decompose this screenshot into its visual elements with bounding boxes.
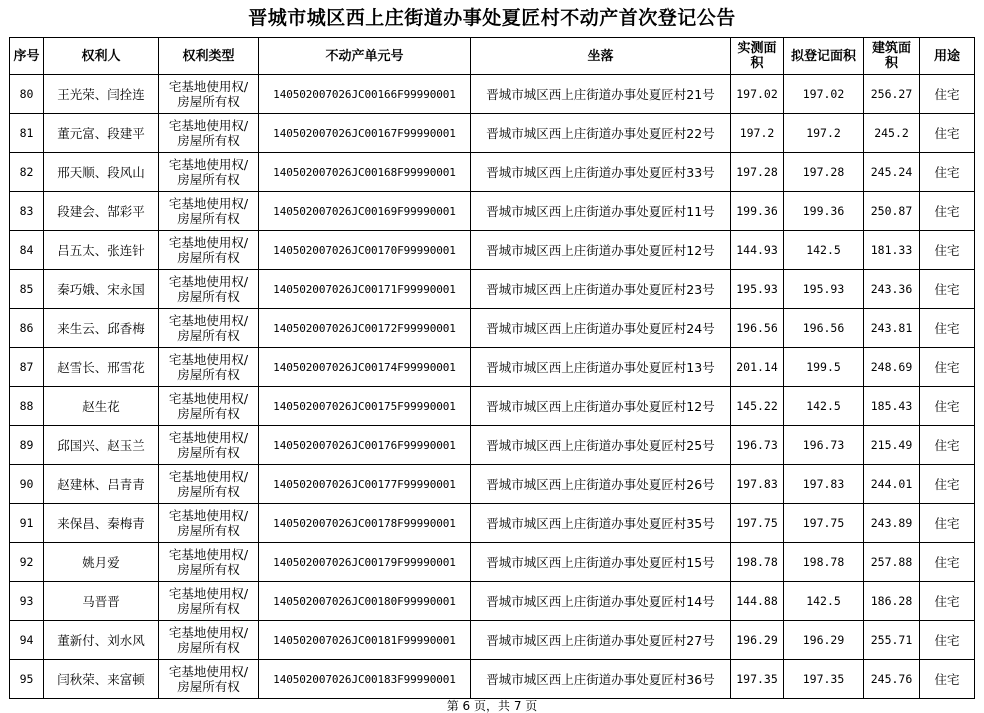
- header-seq: 序号: [10, 38, 44, 75]
- row-seq-cell: 82: [10, 153, 44, 192]
- row-usage-cell: 住宅: [920, 621, 975, 660]
- right-type-line2: 房屋所有权: [177, 289, 240, 304]
- row-location-cell: 晋城市城区西上庄街道办事处夏匠村26号: [471, 465, 731, 504]
- row-proposed-area-cell: 197.28: [784, 153, 864, 192]
- table-row: [10, 270, 975, 309]
- row-location-cell: 晋城市城区西上庄街道办事处夏匠村22号: [471, 114, 731, 153]
- row-unit-no-cell: 140502007026JC00177F99990001: [259, 465, 471, 504]
- header-owner: 权利人: [44, 38, 159, 75]
- row-owner-cell: 董元富、段建平: [44, 114, 159, 153]
- row-owner-cell: 邢天顺、段风山: [44, 153, 159, 192]
- row-unit-no-cell: 140502007026JC00167F99990001: [259, 114, 471, 153]
- header-usage: 用途: [920, 38, 975, 75]
- row-measured-area-cell: 195.93: [731, 270, 784, 309]
- row-proposed-area-cell: 196.29: [784, 621, 864, 660]
- row-unit-no-cell: 140502007026JC00175F99990001: [259, 387, 471, 426]
- right-type-line2: 房屋所有权: [177, 94, 240, 109]
- right-type-line2: 房屋所有权: [177, 328, 240, 343]
- row-measured-area-cell: 201.14: [731, 348, 784, 387]
- row-measured-area-cell: 197.83: [731, 465, 784, 504]
- row-usage-cell: 住宅: [920, 231, 975, 270]
- row-seq-cell: 92: [10, 543, 44, 582]
- row-measured-area-cell: 196.56: [731, 309, 784, 348]
- right-type-line1: 宅基地使用权/: [168, 391, 249, 406]
- right-type-line1: 宅基地使用权/: [168, 547, 249, 562]
- row-seq-cell: 94: [10, 621, 44, 660]
- row-usage-cell: 住宅: [920, 465, 975, 504]
- right-type-line1: 宅基地使用权/: [168, 586, 249, 601]
- right-type-line2: 房屋所有权: [177, 211, 240, 226]
- right-type-line1: 宅基地使用权/: [168, 625, 249, 640]
- row-unit-no-cell: 140502007026JC00172F99990001: [259, 309, 471, 348]
- row-unit-no-cell: 140502007026JC00183F99990001: [259, 660, 471, 699]
- row-usage-cell: 住宅: [920, 543, 975, 582]
- row-usage-cell: 住宅: [920, 270, 975, 309]
- row-owner-cell: 董新付、刘水风: [44, 621, 159, 660]
- row-right-type-cell: [159, 621, 259, 660]
- row-owner-cell: 段建会、郜彩平: [44, 192, 159, 231]
- right-type-line1: 宅基地使用权/: [168, 313, 249, 328]
- row-seq-cell: 85: [10, 270, 44, 309]
- row-measured-area-cell: 196.29: [731, 621, 784, 660]
- row-location-cell: 晋城市城区西上庄街道办事处夏匠村27号: [471, 621, 731, 660]
- row-right-type-cell: [159, 660, 259, 699]
- row-measured-area-cell: 144.88: [731, 582, 784, 621]
- row-location-cell: 晋城市城区西上庄街道办事处夏匠村13号: [471, 348, 731, 387]
- row-proposed-area-cell: 197.83: [784, 465, 864, 504]
- table-row: [10, 231, 975, 270]
- page-footer: 第 6 页，共 7 页: [446, 699, 538, 713]
- header-measured-area: [731, 38, 784, 75]
- right-type-line2: 房屋所有权: [177, 172, 240, 187]
- row-building-area-cell: 243.36: [864, 270, 920, 309]
- row-seq-cell: 87: [10, 348, 44, 387]
- right-type-line2: 房屋所有权: [177, 523, 240, 538]
- header-measured-area-line1: 实测面: [737, 41, 777, 56]
- row-location-cell: 晋城市城区西上庄街道办事处夏匠村14号: [471, 582, 731, 621]
- row-seq-cell: 90: [10, 465, 44, 504]
- row-owner-cell: 闫秋荣、来富顿: [44, 660, 159, 699]
- right-type-line1: 宅基地使用权/: [168, 235, 249, 250]
- row-owner-cell: 来生云、邱香梅: [44, 309, 159, 348]
- right-type-line1: 宅基地使用权/: [168, 274, 249, 289]
- row-unit-no-cell: 140502007026JC00168F99990001: [259, 153, 471, 192]
- right-type-line1: 宅基地使用权/: [168, 157, 249, 172]
- row-unit-no-cell: 140502007026JC00181F99990001: [259, 621, 471, 660]
- row-location-cell: 晋城市城区西上庄街道办事处夏匠村35号: [471, 504, 731, 543]
- table-row: [10, 75, 975, 114]
- row-building-area-cell: 244.01: [864, 465, 920, 504]
- table-row: [10, 582, 975, 621]
- row-proposed-area-cell: 197.2: [784, 114, 864, 153]
- row-right-type-cell: [159, 348, 259, 387]
- row-owner-cell: 邱国兴、赵玉兰: [44, 426, 159, 465]
- row-building-area-cell: 215.49: [864, 426, 920, 465]
- row-right-type-cell: [159, 153, 259, 192]
- row-seq-cell: 86: [10, 309, 44, 348]
- row-unit-no-cell: 140502007026JC00179F99990001: [259, 543, 471, 582]
- row-location-cell: 晋城市城区西上庄街道办事处夏匠村12号: [471, 231, 731, 270]
- table-row: [10, 153, 975, 192]
- row-building-area-cell: 245.76: [864, 660, 920, 699]
- row-usage-cell: 住宅: [920, 309, 975, 348]
- row-unit-no-cell: 140502007026JC00180F99990001: [259, 582, 471, 621]
- table-header-row: [10, 38, 975, 75]
- row-seq-cell: 80: [10, 75, 44, 114]
- row-proposed-area-cell: 195.93: [784, 270, 864, 309]
- table-row: [10, 192, 975, 231]
- row-usage-cell: 住宅: [920, 660, 975, 699]
- row-building-area-cell: 181.33: [864, 231, 920, 270]
- right-type-line2: 房屋所有权: [177, 250, 240, 265]
- row-location-cell: 晋城市城区西上庄街道办事处夏匠村24号: [471, 309, 731, 348]
- row-unit-no-cell: 140502007026JC00170F99990001: [259, 231, 471, 270]
- row-owner-cell: 马晋晋: [44, 582, 159, 621]
- row-measured-area-cell: 198.78: [731, 543, 784, 582]
- row-seq-cell: 93: [10, 582, 44, 621]
- row-building-area-cell: 243.81: [864, 309, 920, 348]
- row-right-type-cell: [159, 192, 259, 231]
- row-proposed-area-cell: 197.35: [784, 660, 864, 699]
- row-right-type-cell: [159, 465, 259, 504]
- registration-table: [9, 37, 975, 699]
- row-measured-area-cell: 197.02: [731, 75, 784, 114]
- row-usage-cell: 住宅: [920, 192, 975, 231]
- row-right-type-cell: [159, 582, 259, 621]
- row-unit-no-cell: 140502007026JC00176F99990001: [259, 426, 471, 465]
- row-seq-cell: 84: [10, 231, 44, 270]
- row-right-type-cell: [159, 114, 259, 153]
- row-seq-cell: 91: [10, 504, 44, 543]
- right-type-line2: 房屋所有权: [177, 406, 240, 421]
- row-building-area-cell: 255.71: [864, 621, 920, 660]
- right-type-line1: 宅基地使用权/: [168, 118, 249, 133]
- row-owner-cell: 姚月爱: [44, 543, 159, 582]
- table-row: [10, 660, 975, 699]
- table-row: [10, 543, 975, 582]
- row-building-area-cell: 256.27: [864, 75, 920, 114]
- right-type-line1: 宅基地使用权/: [168, 430, 249, 445]
- row-building-area-cell: 245.2: [864, 114, 920, 153]
- row-usage-cell: 住宅: [920, 504, 975, 543]
- row-right-type-cell: [159, 270, 259, 309]
- row-seq-cell: 83: [10, 192, 44, 231]
- right-type-line1: 宅基地使用权/: [168, 508, 249, 523]
- right-type-line2: 房屋所有权: [177, 367, 240, 382]
- row-location-cell: 晋城市城区西上庄街道办事处夏匠村23号: [471, 270, 731, 309]
- row-measured-area-cell: 197.75: [731, 504, 784, 543]
- row-right-type-cell: [159, 426, 259, 465]
- row-seq-cell: 81: [10, 114, 44, 153]
- row-usage-cell: 住宅: [920, 426, 975, 465]
- row-right-type-cell: [159, 504, 259, 543]
- row-building-area-cell: 185.43: [864, 387, 920, 426]
- table-row: [10, 387, 975, 426]
- row-right-type-cell: [159, 75, 259, 114]
- table-row: [10, 504, 975, 543]
- right-type-line2: 房屋所有权: [177, 640, 240, 655]
- row-building-area-cell: 186.28: [864, 582, 920, 621]
- row-measured-area-cell: 197.2: [731, 114, 784, 153]
- row-usage-cell: 住宅: [920, 348, 975, 387]
- table-row: [10, 465, 975, 504]
- row-measured-area-cell: 197.28: [731, 153, 784, 192]
- page-title: 晋城市城区西上庄街道办事处夏匠村不动产首次登记公告: [248, 7, 736, 29]
- row-location-cell: 晋城市城区西上庄街道办事处夏匠村36号: [471, 660, 731, 699]
- row-location-cell: 晋城市城区西上庄街道办事处夏匠村33号: [471, 153, 731, 192]
- right-type-line1: 宅基地使用权/: [168, 352, 249, 367]
- right-type-line2: 房屋所有权: [177, 601, 240, 616]
- right-type-line1: 宅基地使用权/: [168, 79, 249, 94]
- header-building-area-line1: 建筑面: [871, 41, 911, 56]
- row-building-area-cell: 257.88: [864, 543, 920, 582]
- row-right-type-cell: [159, 543, 259, 582]
- table-row: [10, 426, 975, 465]
- right-type-line2: 房屋所有权: [177, 679, 240, 694]
- header-building-area-line2: 积: [884, 56, 898, 71]
- header-location: 坐落: [471, 38, 731, 75]
- row-location-cell: 晋城市城区西上庄街道办事处夏匠村15号: [471, 543, 731, 582]
- row-unit-no-cell: 140502007026JC00178F99990001: [259, 504, 471, 543]
- row-measured-area-cell: 197.35: [731, 660, 784, 699]
- row-usage-cell: 住宅: [920, 75, 975, 114]
- row-unit-no-cell: 140502007026JC00166F99990001: [259, 75, 471, 114]
- row-owner-cell: 赵建林、吕青青: [44, 465, 159, 504]
- table-row: [10, 621, 975, 660]
- row-measured-area-cell: 196.73: [731, 426, 784, 465]
- row-building-area-cell: 245.24: [864, 153, 920, 192]
- row-unit-no-cell: 140502007026JC00174F99990001: [259, 348, 471, 387]
- row-owner-cell: 来保昌、秦梅青: [44, 504, 159, 543]
- row-proposed-area-cell: 197.75: [784, 504, 864, 543]
- right-type-line2: 房屋所有权: [177, 133, 240, 148]
- row-usage-cell: 住宅: [920, 582, 975, 621]
- row-right-type-cell: [159, 231, 259, 270]
- row-seq-cell: 89: [10, 426, 44, 465]
- row-measured-area-cell: 145.22: [731, 387, 784, 426]
- row-proposed-area-cell: 199.36: [784, 192, 864, 231]
- right-type-line2: 房屋所有权: [177, 562, 240, 577]
- row-right-type-cell: [159, 309, 259, 348]
- row-proposed-area-cell: 142.5: [784, 387, 864, 426]
- row-proposed-area-cell: 199.5: [784, 348, 864, 387]
- row-measured-area-cell: 144.93: [731, 231, 784, 270]
- row-owner-cell: 王光荣、闫拴连: [44, 75, 159, 114]
- row-proposed-area-cell: 197.02: [784, 75, 864, 114]
- header-building-area: [864, 38, 920, 75]
- right-type-line1: 宅基地使用权/: [168, 664, 249, 679]
- header-right-type: 权利类型: [159, 38, 259, 75]
- row-location-cell: 晋城市城区西上庄街道办事处夏匠村12号: [471, 387, 731, 426]
- row-unit-no-cell: 140502007026JC00171F99990001: [259, 270, 471, 309]
- row-seq-cell: 88: [10, 387, 44, 426]
- row-proposed-area-cell: 142.5: [784, 582, 864, 621]
- table-row: [10, 114, 975, 153]
- right-type-line1: 宅基地使用权/: [168, 469, 249, 484]
- row-measured-area-cell: 199.36: [731, 192, 784, 231]
- table-row: [10, 348, 975, 387]
- row-right-type-cell: [159, 387, 259, 426]
- row-unit-no-cell: 140502007026JC00169F99990001: [259, 192, 471, 231]
- row-usage-cell: 住宅: [920, 114, 975, 153]
- row-building-area-cell: 248.69: [864, 348, 920, 387]
- header-measured-area-line2: 积: [750, 56, 764, 71]
- right-type-line2: 房屋所有权: [177, 445, 240, 460]
- row-owner-cell: 赵生花: [44, 387, 159, 426]
- row-location-cell: 晋城市城区西上庄街道办事处夏匠村11号: [471, 192, 731, 231]
- row-building-area-cell: 250.87: [864, 192, 920, 231]
- row-proposed-area-cell: 142.5: [784, 231, 864, 270]
- row-owner-cell: 秦巧娥、宋永国: [44, 270, 159, 309]
- row-proposed-area-cell: 196.73: [784, 426, 864, 465]
- row-owner-cell: 赵雪长、邢雪花: [44, 348, 159, 387]
- row-usage-cell: 住宅: [920, 387, 975, 426]
- header-proposed-area: 拟登记面积: [784, 38, 864, 75]
- row-location-cell: 晋城市城区西上庄街道办事处夏匠村25号: [471, 426, 731, 465]
- row-proposed-area-cell: 196.56: [784, 309, 864, 348]
- header-unit-no: 不动产单元号: [259, 38, 471, 75]
- table-row: [10, 309, 975, 348]
- row-building-area-cell: 243.89: [864, 504, 920, 543]
- row-usage-cell: 住宅: [920, 153, 975, 192]
- right-type-line2: 房屋所有权: [177, 484, 240, 499]
- row-seq-cell: 95: [10, 660, 44, 699]
- row-proposed-area-cell: 198.78: [784, 543, 864, 582]
- row-owner-cell: 吕五太、张连针: [44, 231, 159, 270]
- right-type-line1: 宅基地使用权/: [168, 196, 249, 211]
- row-location-cell: 晋城市城区西上庄街道办事处夏匠村21号: [471, 75, 731, 114]
